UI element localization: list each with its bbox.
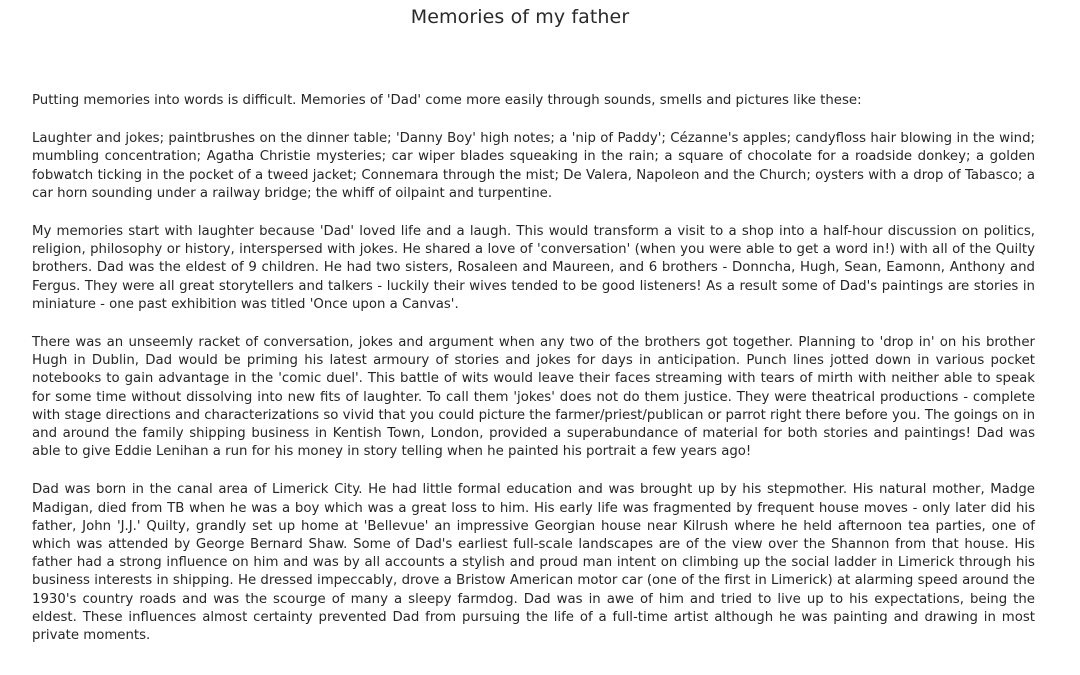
document-body [32,92,1035,665]
paragraph-memories-list: Laughter and jokes; paintbrushes on the dinner table; 'Danny Boy' high notes; a 'nip of Paddy'; Cézanne's apples; candyfloss hair blowing in the wind; mumbling concentration; Agatha Christie mysteries; car wiper blades squeaking in the rain; a square of chocolate for a roadside donkey; a golden fobwatch ticking in the pocket of a tweed jacket; Connemara through the mist; De Valera, Napoleon and the Church; oysters with a drop of Tabasco; a car horn sounding under a railway bridge; the whiff of oilpaint and turpentine. [32,131,1035,201]
paragraph-intro: Putting memories into words is difficult. Memories of 'Dad' come more easily through sounds, smells and pictures like these: [32,93,862,108]
paragraph-early-life: Dad was born in the canal area of Limerick City. He had little formal education and was brought up by his stepmother. His natural mother, Madge Madigan, died from TB when he was a boy which was a great loss to him. His early life was fragmented by frequent house moves - only later did his father, John 'J.J.' Quilty, grandly set up home at 'Bellevue' an impressive Georgian house near Kilrush where he held afternoon tea parties, one of which was attended by George Bernard Shaw. Some of Dad's earliest full-scale landscapes are of the view over the Shannon from that house. His father had a strong influence on him and was by all accounts a stylish and proud man intent on climbing up the social ladder in Limerick through his business interests in shipping. He dressed impeccably, drove a Bristow American motor car (one of the first in Limerick) at alarming speed around the 1930's country roads and was the scourge of many a sleepy farmdog. Dad was in awe of him and tried to live up to his expectations, being the eldest. These influences almost certainty prevented Dad from pursuing the life of a full-time artist although he was painting and drawing in most private moments. [32,482,1035,644]
page-title: Memories of my father [410,6,630,28]
paragraph-laughter: My memories start with laughter because 'Dad' loved life and a laugh. This would transform a visit to a shop into a half-hour discussion on politics, religion, philosophy or history, interspersed with jokes. He shared a love of 'conversation' (when you were able to get a word in!) with all of the Quilty brothers. Dad was the eldest of 9 children. He had two sisters, Rosaleen and Maureen, and 6 brothers - Donncha, Hugh, Sean, Eamonn, Anthony and Fergus. They were all great storytellers and talkers - luckily their wives tended to be good listeners! As a result some of Dad's paintings are stories in miniature - one past exhibition was titled 'Once upon a Canvas'. [32,224,1035,312]
paragraph-brothers: There was an unseemly racket of conversation, jokes and argument when any two of the brothers got together. Planning to 'drop in' on his brother Hugh in Dublin, Dad would be priming his latest armoury of stories and jokes for days in anticipation. Punch lines jotted down in various pocket notebooks to gain advantage in the 'comic duel'. This battle of wits would leave their faces streaming with tears of mirth with neither able to speak for some time without dissolving into new fits of laughter. To call them 'jokes' does not do them justice. They were theatrical productions - complete with stage directions and characterizations so vivid that you could picture the farmer/priest/publican or parrot right there before you. The goings on in and around the family shipping business in Kentish Town, London, provided a superabundance of material for both stories and paintings! Dad was able to give Eddie Lenihan a run for his money in story telling when he painted his portrait a few years ago! [32,335,1035,460]
